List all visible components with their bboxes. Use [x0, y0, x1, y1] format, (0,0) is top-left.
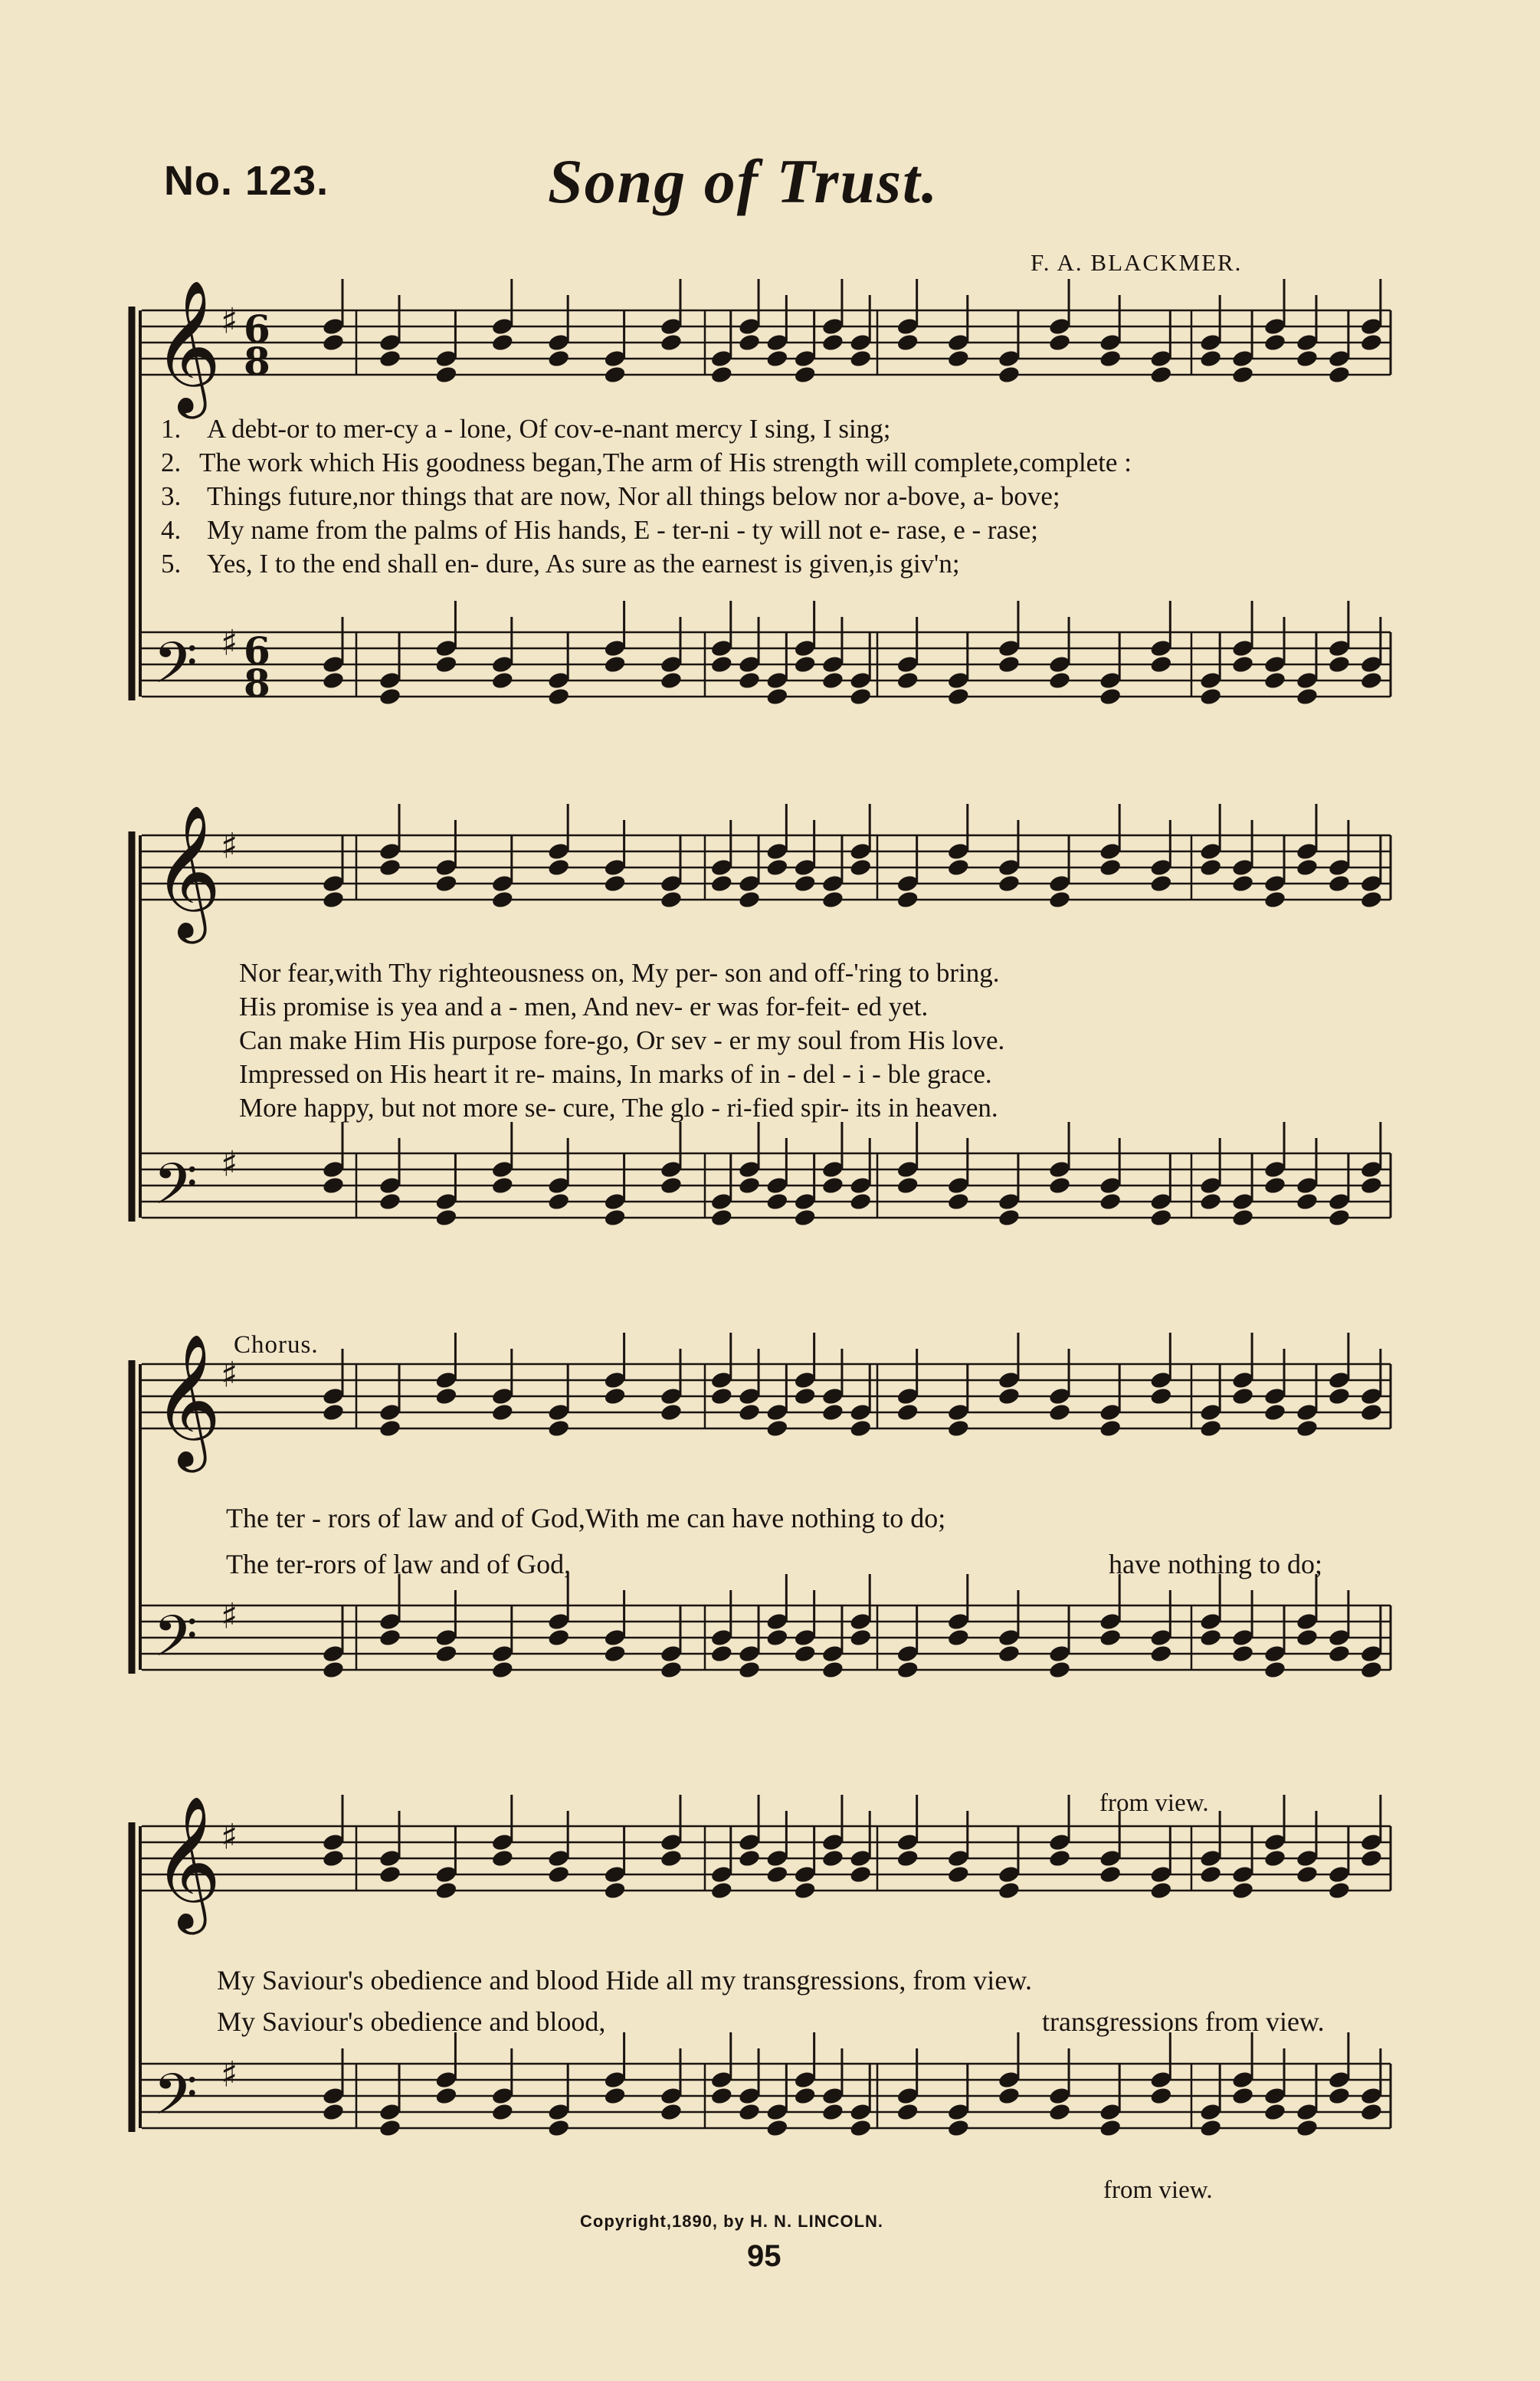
svg-text:♯: ♯: [221, 1595, 238, 1637]
verse-second-2: His promise is yea and a - men, And nev- er was for-feit- ed yet.: [239, 992, 929, 1022]
svg-text:♯: ♯: [221, 2053, 238, 2095]
svg-text:8: 8: [244, 339, 270, 384]
page-number: 95: [747, 2239, 781, 2273]
svg-text:6: 6: [244, 628, 270, 674]
svg-text:♯: ♯: [221, 825, 238, 867]
svg-text:♯: ♯: [221, 621, 238, 664]
svg-text:♯: ♯: [221, 1353, 238, 1395]
svg-text:𝄞: 𝄞: [153, 1333, 221, 1467]
verse-line-2: 2. The work which His goodness began,The arm of His strength will complete,complete :: [161, 448, 1132, 477]
hymn-number: No. 123.: [164, 158, 329, 204]
svg-text:𝄢: 𝄢: [153, 2061, 198, 2142]
chorus-line-2-bottom: from view.: [1103, 2176, 1213, 2204]
verse-second-4: Impressed on His heart it re- mains, In marks of in - del - i - ble grace.: [239, 1059, 992, 1089]
svg-text:♯: ♯: [221, 1143, 238, 1185]
copyright-notice: Copyright,1890, by H. N. LINCOLN.: [580, 2212, 884, 2231]
chorus-line-2-top: from view.: [1099, 1789, 1209, 1817]
svg-text:𝄞: 𝄞: [153, 1796, 221, 1929]
verse-second-3: Can make Him His purpose fore-go, Or sev - er my soul from His love.: [239, 1025, 1005, 1055]
chorus-line-2-upper: My Saviour's obedience and blood Hide all my transgressions, from view.: [217, 1965, 1032, 1996]
svg-text:8: 8: [244, 661, 270, 706]
verse-second-5: More happy, but not more se- cure, The glo - ri-fied spir- its in heaven.: [239, 1093, 998, 1123]
chorus-line-1-lower-a: The ter-rors of law and of God,: [226, 1549, 572, 1579]
verse-line-3: 3. Things future,nor things that are now, Nor all things below nor a-bove, a- bove;: [161, 481, 1060, 511]
svg-text:♯: ♯: [221, 300, 238, 342]
svg-text:𝄢: 𝄢: [153, 630, 198, 710]
composer-credit: F. A. BLACKMER.: [1030, 249, 1243, 276]
hymn-title: Song of Trust.: [548, 146, 939, 216]
chorus-line-1-upper: The ter - rors of law and of God,With me can have nothing to do;: [226, 1503, 946, 1533]
verse-line-4: 4. My name from the palms of His hands, E - ter-ni - ty will not e- rase, e - rase;: [161, 515, 1038, 545]
chorus-line-1-lower-b: have nothing to do;: [1109, 1549, 1322, 1579]
svg-text:♯: ♯: [221, 1815, 238, 1858]
verse-line-5: 5. Yes, I to the end shall en- dure, As sure as the earnest is given,is giv'n;: [161, 549, 960, 579]
svg-text:6: 6: [244, 307, 270, 352]
chorus-line-2-lower-a: My Saviour's obedience and blood,: [217, 2006, 606, 2037]
chorus-line-2-lower-b: transgressions from view.: [1042, 2006, 1325, 2037]
svg-text:𝄞: 𝄞: [153, 805, 221, 938]
svg-text:𝄢: 𝄢: [153, 1151, 198, 1231]
verse-line-1: 1. A debt-or to mer-cy a - lone, Of cov-e-nant mercy I sing, I sing;: [161, 414, 891, 444]
svg-text:𝄞: 𝄞: [153, 280, 221, 413]
chorus-label: Chorus.: [234, 1331, 319, 1359]
svg-text:𝄢: 𝄢: [153, 1603, 198, 1684]
verse-second-1: Nor fear,with Thy righteousness on, My per- son and off-'ring to bring.: [239, 958, 1000, 988]
